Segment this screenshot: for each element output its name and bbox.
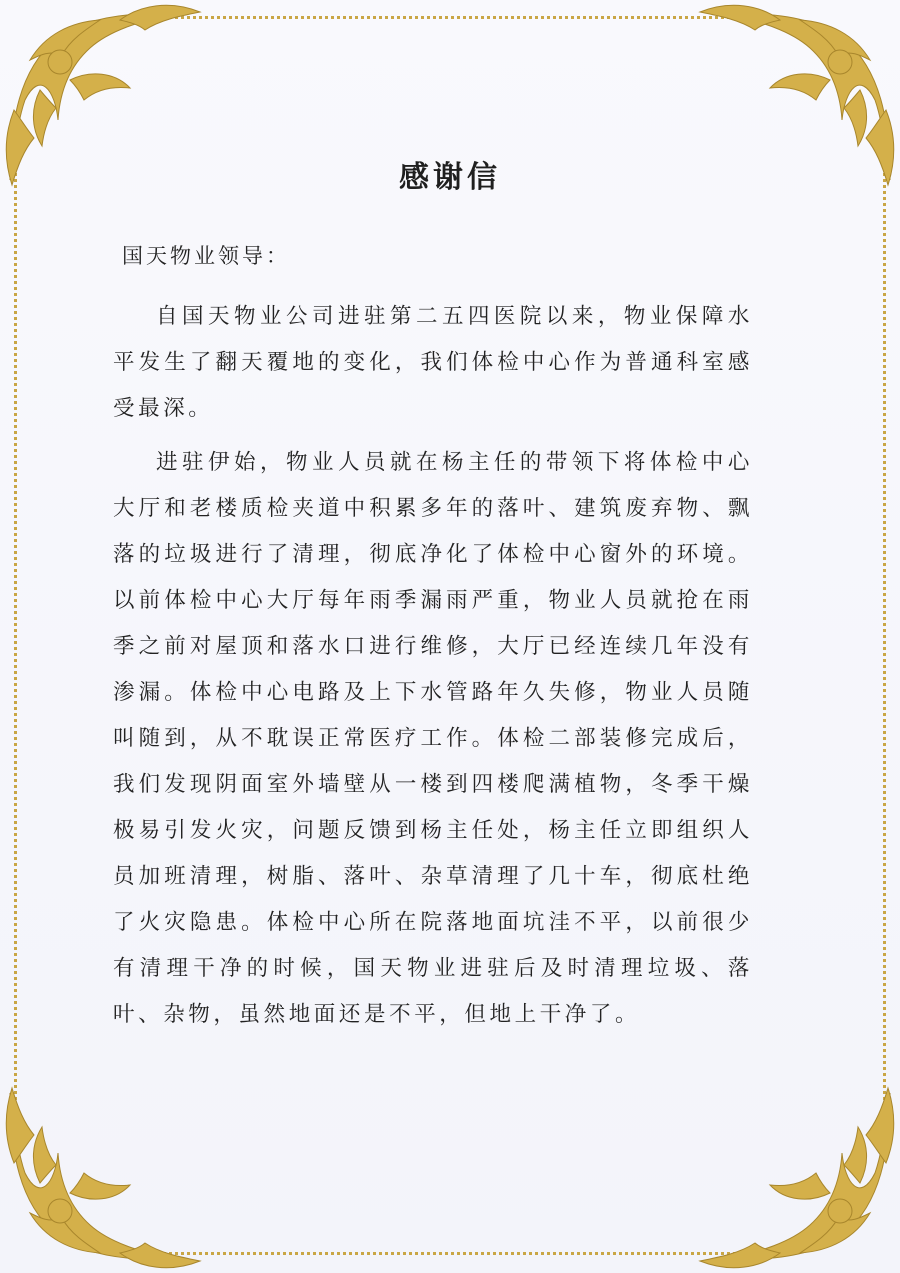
corner-ornament-bottom-right — [685, 1083, 900, 1273]
frame-bottom-border — [150, 1252, 750, 1255]
frame-left-border — [14, 150, 17, 1123]
corner-ornament-bottom-left — [0, 1083, 215, 1273]
letter-body — [113, 294, 753, 1046]
frame-right-border — [883, 150, 886, 1123]
letter-salutation: 国天物业领导： — [122, 244, 290, 268]
frame-top-border — [150, 16, 750, 19]
paragraph: 自国天物业公司进驻第二五四医院以来，物业保障水平发生了翻天覆地的变化，我们体检中心作为普通科室感受最深。 — [113, 304, 753, 421]
letter-title: 感谢信 — [399, 160, 501, 195]
paragraph: 进驻伊始，物业人员就在杨主任的带领下将体检中心大厅和老楼质检夹道中积累多年的落叶、建筑废弃物、飘落的垃圾进行了清理，彻底净化了体检中心窗外的环境。以前体检中心大厅每年雨季漏雨严重，物业人员就抢在雨季之前对屋顶和落水口进行维修，大厅已经连续几年没有渗漏。体检中心电路及上下水管路年久失修，物业人员随叫随到，从不耽误正常医疗工作。体检二部装修完成后，我们发现阴面室外墙壁从一楼到四楼爬满植物，冬季干燥极易引发火灾，问题反馈到杨主任处，杨主任立即组织人员加班清理，树脂、落叶、杂草清理了几十车，彻底杜绝了火灾隐患。体检中心所在院落地面坑洼不平，以前很少有清理干净的时候，国天物业进驻后及时清理垃圾、落叶、杂物，虽然地面还是不平，但地上干净了。 — [113, 450, 753, 1027]
